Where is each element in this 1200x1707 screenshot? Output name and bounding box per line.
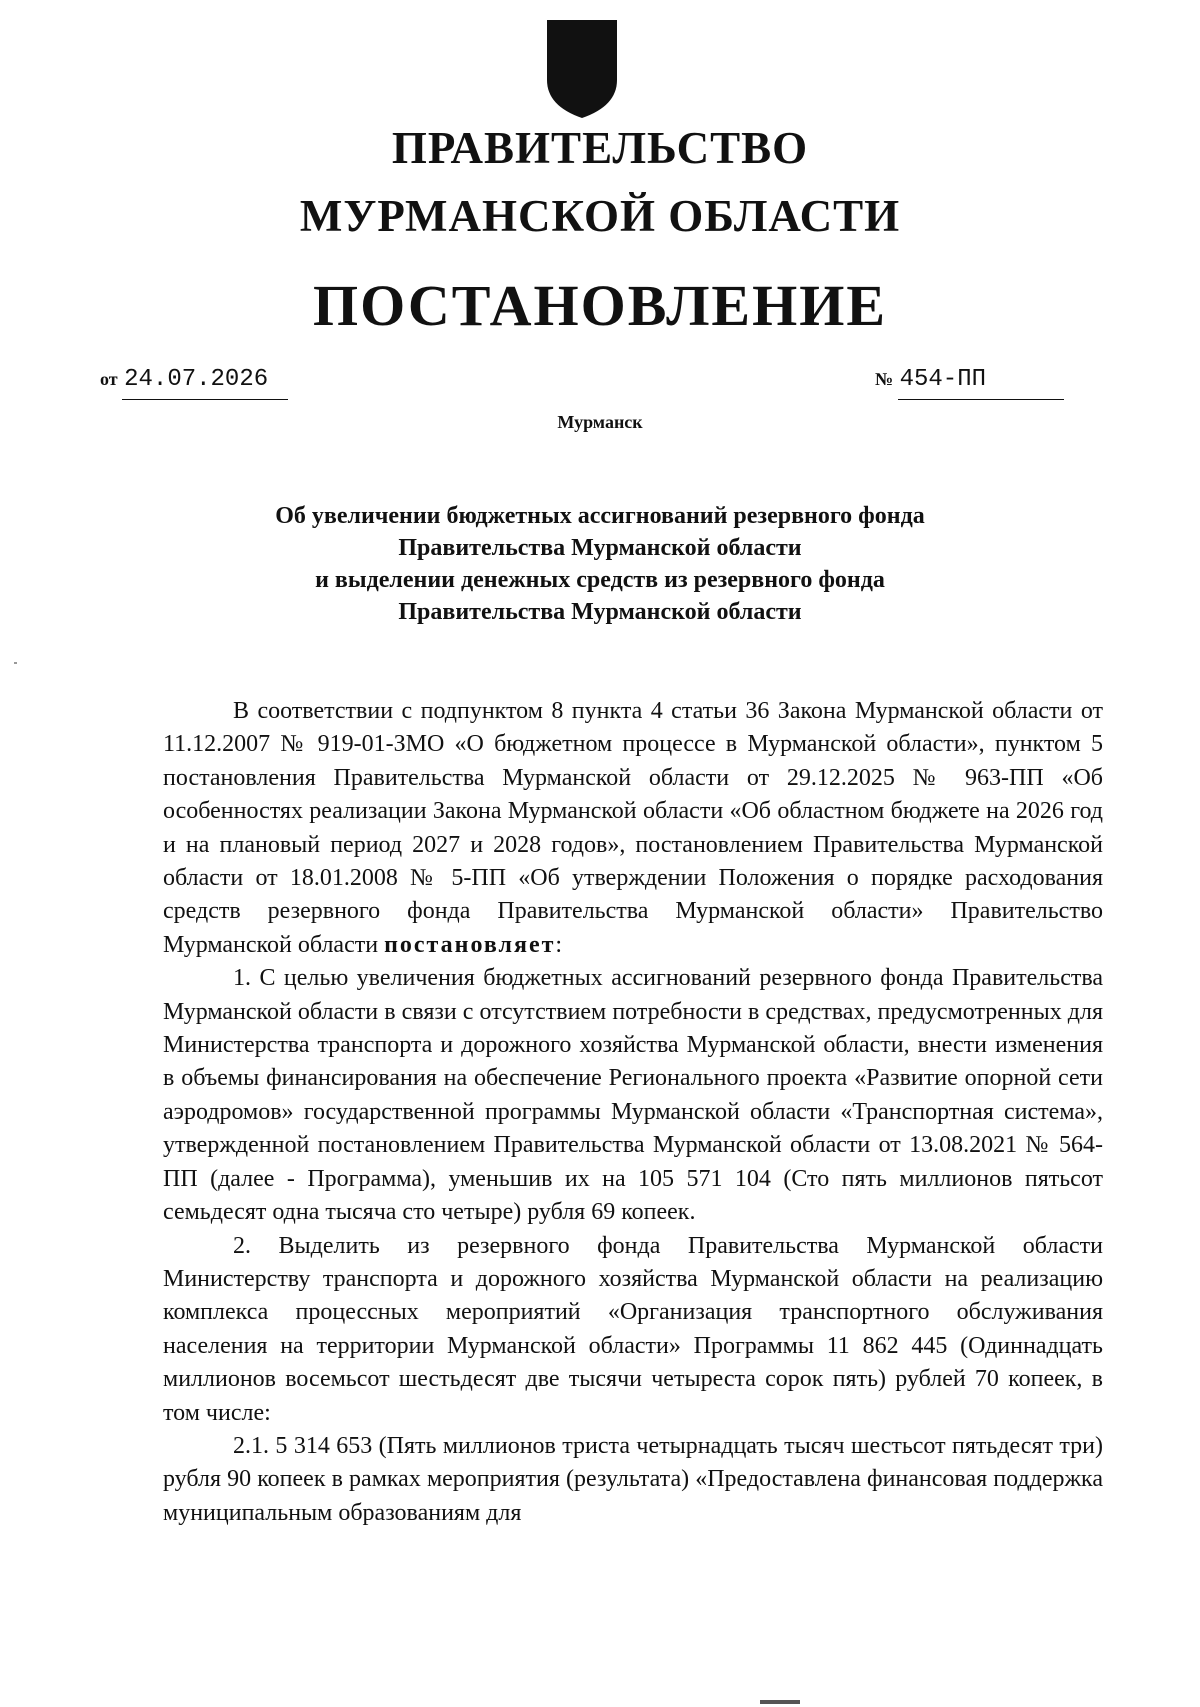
- scan-mark: [14, 662, 17, 664]
- document-body: [163, 695, 1103, 1530]
- item-2-paragraph: 2. Выделить из резервного фонда Правительства Мурманской области Министерству транспорта и дорожного хозяйства Мурманской области на реализацию комплекса процессных мероприятий «Организация транспортного обслуживания населения на территории Мурманской области» Программы 11 862 445 (Одиннадцать миллионов восемьсот шестьдесят две тысячи четыреста сорок пять) рублей 70 копеек, в том числе:: [163, 1232, 1103, 1426]
- preamble-text: В соответствии с подпунктом 8 пункта 4 статьи 36 Закона Мурманской области от 11.12.2007 № 919-01-ЗМО «О бюджетном процессе в Мурманской области», пунктом 5 постановления Правительства Мурманской области от 29.12.2025 № 963-ПП «Об особенностях реализации Закона Мурманской области «Об областном бюджете на 2026 год и на плановый период 2027 и 2028 годов», постановлением Правительства Мурманской области от 18.01.2008 № 5-ПП «Об утверждении Положения о порядке расходования средств резервного фонда Правительства Мурманской области» Правительство Мурманской области: [163, 698, 1103, 958]
- decree-suffix: :: [555, 931, 563, 958]
- document-title: [0, 500, 1200, 628]
- date-block: [100, 366, 288, 400]
- date-label: от: [100, 369, 118, 389]
- city: Мурманск: [557, 412, 643, 432]
- document-date: 24.07.2026: [122, 366, 288, 400]
- title-line: Правительства Мурманской области: [398, 535, 802, 561]
- number-block: [875, 366, 1064, 400]
- decree-word: постановляет: [384, 931, 556, 958]
- preamble-paragraph: [163, 695, 1103, 962]
- header-region: МУРМАНСКОЙ ОБЛАСТИ: [299, 191, 901, 241]
- coat-of-arms-emblem: [543, 18, 621, 120]
- title-line: и выделении денежных средств из резервного фонда: [315, 567, 885, 593]
- number-label: №: [875, 369, 894, 389]
- title-line: Об увеличении бюджетных ассигнований резервного фонда: [275, 503, 925, 529]
- item-1-paragraph: 1. С целью увеличения бюджетных ассигнований резервного фонда Правительства Мурманской области в связи с отсутствием потребности в средствах, предусмотренных для Министерства транспорта и дорожного хозяйства Мурманской области, внести изменения в объемы финансирования на обеспечение Регионального проекта «Развитие опорной сети аэродромов» государственной программы Мурманской области «Транспортная система», утвержденной постановлением Правительства Мурманской области от 13.08.2021 № 564-ПП (далее - Программа), уменьшив их на 105 571 104 (Сто пять миллионов пятьсот семьдесят одна тысяча сто четыре) рубля 69 копеек.: [163, 965, 1103, 1226]
- page-continuation-mark: [760, 1700, 800, 1704]
- item-2-1-paragraph: 2.1. 5 314 653 (Пять миллионов триста четырнадцать тысяч шестьсот пятьдесят три) рубля 90 копеек в рамках мероприятия (результата) «Предоставлена финансовая поддержка муниципальным образованиям для: [163, 1432, 1103, 1526]
- header-government: ПРАВИТЕЛЬСТВО: [391, 123, 809, 173]
- title-line: Правительства Мурманской области: [398, 599, 802, 625]
- document-type: ПОСТАНОВЛЕНИЕ: [312, 273, 888, 338]
- document-number: 454-ПП: [898, 366, 1064, 400]
